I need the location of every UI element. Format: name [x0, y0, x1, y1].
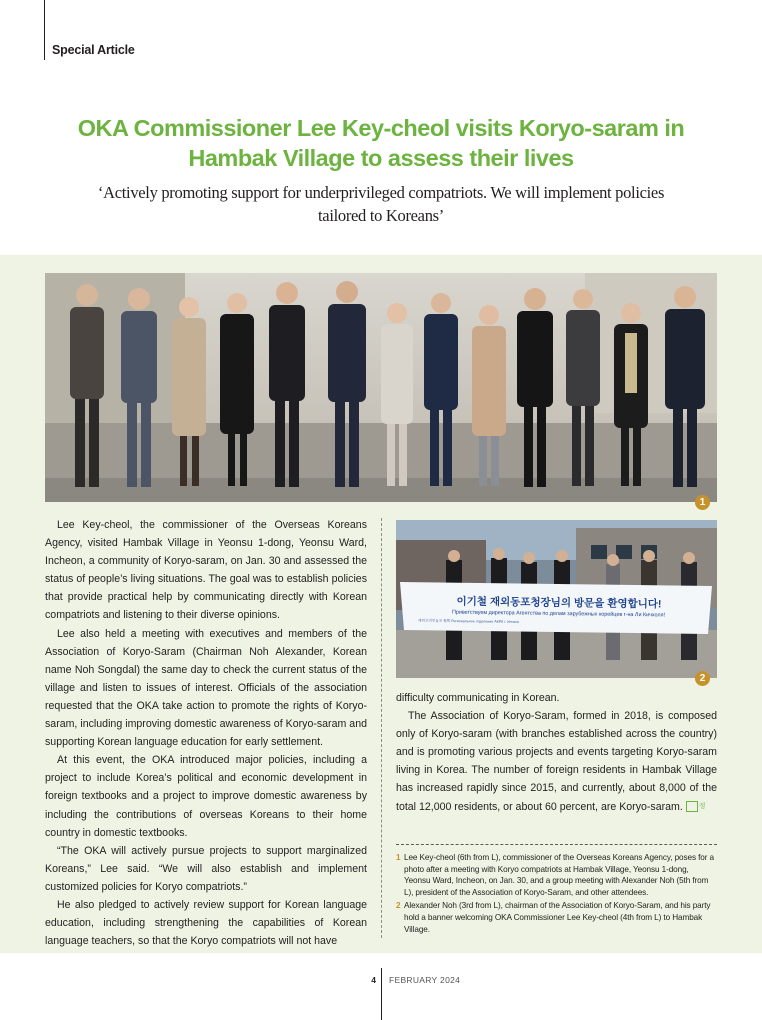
article-body-right: [396, 689, 717, 816]
column-divider: [381, 518, 382, 938]
article-title: [30, 113, 732, 173]
end-mark-icon: 정: [686, 801, 698, 812]
subtitle-line-1: ‘Actively promoting support for underprivileged compatriots. We will implement policies: [97, 183, 665, 202]
title-line-1: OKA Commissioner Lee Key-cheol visits Koryo-saram in: [77, 115, 685, 141]
banner-russian-text: Приветствуем директора Агентства по делам зарубежных корейцев г-на Ли Кичхоля!: [451, 609, 666, 619]
caption-1: [396, 852, 717, 898]
caption-number: 2: [396, 901, 401, 911]
folio-rule: [381, 968, 382, 1020]
caption-text: Lee Key-cheol (6th from L), commissioner of the Overseas Koreans Agency, poses for a photo after a meeting with Koryo compatriots at Hambak Village, Yeonsu 1-dong, Yeonsu Ward, Incheon, on Jan. 30, and a group meeting with Alexander Noh (5th from L), president of the Association of Koryo-Saram, and other attendees.: [404, 853, 715, 897]
caption-2: [396, 900, 717, 935]
body-paragraph: “The OKA will actively pursue projects to support marginalized Koreans,” Lee said. “We will also establish and implement customized policies for Koryo compatriots.”: [45, 844, 367, 893]
top-rule: [44, 0, 45, 60]
subtitle-line-2: tailored to Koreans’: [318, 206, 444, 225]
issue-date: FEBRUARY 2024: [389, 975, 461, 985]
page-number: 4: [371, 975, 376, 985]
banner-korean-text: 이기철 재외동포청장님의 방문을 환영합니다!: [456, 595, 662, 611]
banner-photo: [396, 520, 717, 684]
group-photo: [45, 273, 717, 508]
body-paragraph: He also pledged to actively review support for Korean language education, including strengthening the capabilities of Korean language teachers, so that the Koryo compatriots will not have: [45, 898, 367, 948]
caption-text: Alexander Noh (3rd from L), chairman of the Association of Koryo-Saram, and his party hold a banner welcoming OKA Commissioner Lee Key-cheol (4th from L) to Hambak Village.: [404, 901, 711, 934]
caption-number: 1: [396, 853, 401, 862]
title-line-2: Hambak Village to assess their lives: [188, 145, 574, 171]
body-paragraph: Lee also held a meeting with executives and members of the Association of Koryo-Saram (Chairman Noh Alexander, Korean name Noh Songdal) the same day to check the current status of the village and listen to issues of interest. Officials of the association requested that the OKA take action to promote the rights of Koryo-saram, including improving domestic awareness of Koryo-saram and supporting Korean language education for early settlement.: [45, 627, 367, 749]
body-paragraph: difficulty communicating in Korean.: [396, 692, 560, 704]
body-paragraph: [396, 707, 717, 816]
banner-small-text: 재외고려인동포 협회 Региональное отделение АКРК г. Инчхон: [417, 618, 520, 625]
photo-badge-1: 1: [695, 495, 710, 510]
body-paragraph: At this event, the OKA introduced major policies, including a project to include Korea’s political and economic development in foreign textbooks and a project to improve domestic awareness by including the contributions of overseas Koreans to their home country in domestic textbooks.: [45, 754, 367, 839]
section-label: Special Article: [52, 43, 135, 57]
photo-badge-2: 2: [695, 671, 710, 686]
article-subtitle: [40, 181, 722, 227]
body-paragraph: Lee Key-cheol, the commissioner of the Overseas Koreans Agency, visited Hambak Village in Yeonsu 1-dong, Yeonsu Ward, Incheon, a community of Koryo-saram, on Jan. 30 and assessed the status of people’s living situations. The goal was to establish policies that provide practical help by communicating directly with Korean compatriots and listening to their diverse opinions.: [45, 519, 367, 622]
article-body-left: [45, 516, 367, 950]
caption-divider: [396, 844, 717, 845]
body-paragraph-text: The Association of Koryo-Saram, formed in 2018, is composed only of Koryo-saram (with branches established across the country) and is promoting various projects and events targeting Koryo-saram living in Korea. The number of foreign residents in Hambak Village has increased rapidly since 2015, and currently, about 8,000 of the total 12,000 residents, or about 60 percent, are Koryo-saram.: [396, 710, 717, 813]
photo-captions: [396, 852, 717, 937]
